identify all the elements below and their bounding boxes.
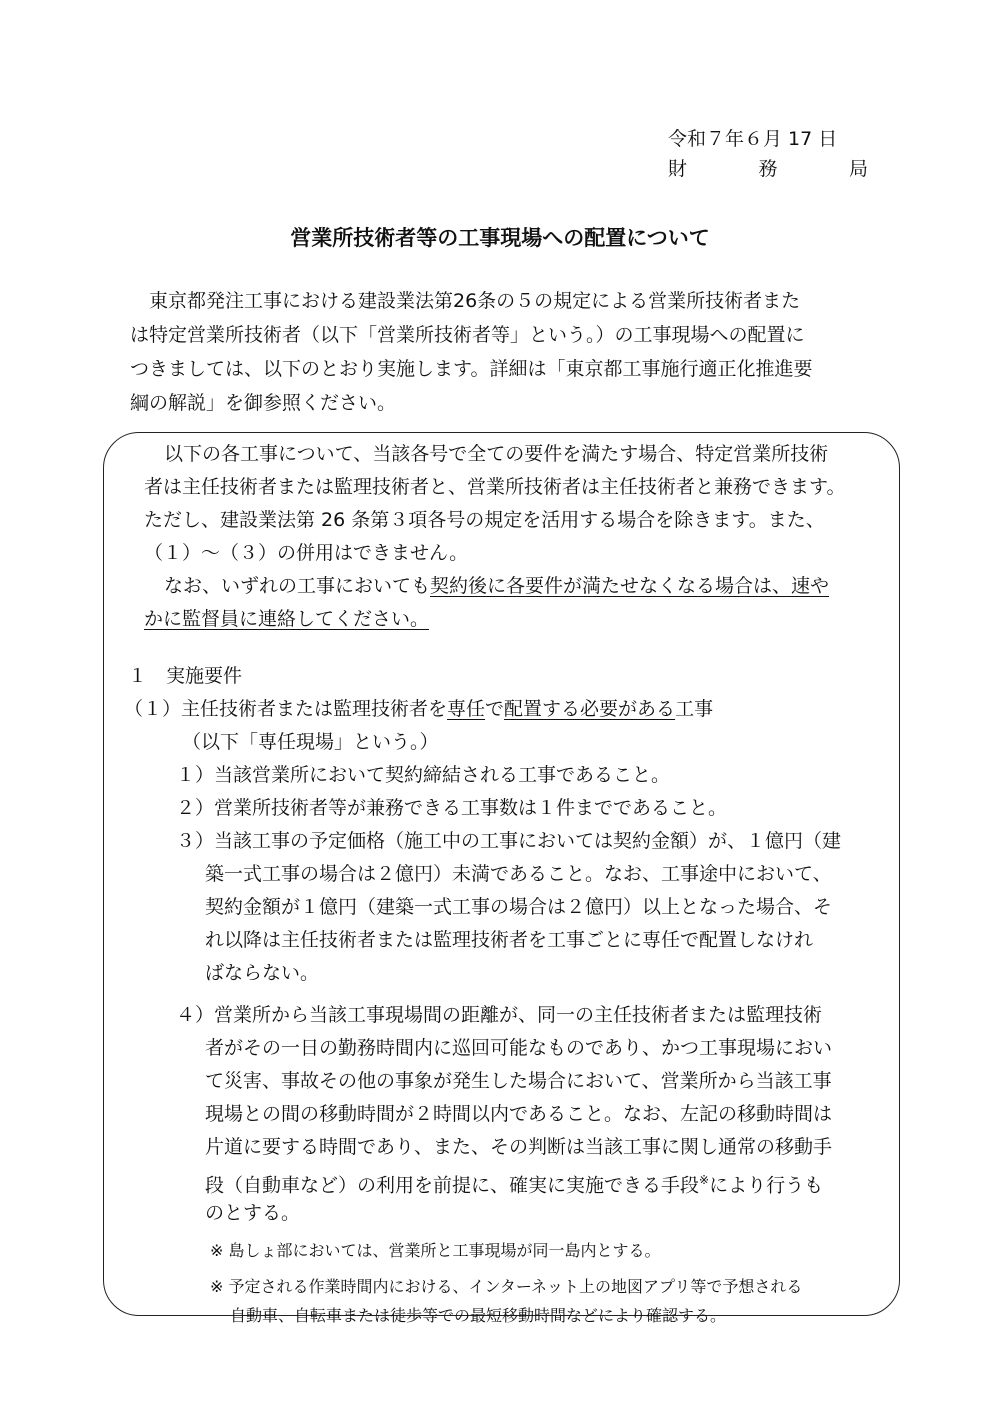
issuing-department [668, 154, 868, 181]
intro-line: は特定営業所技術者（以下「営業所技術者等」という。）の工事現場への配置に [130, 324, 805, 346]
requirement-item: ２）営業所技術者等が兼務できる工事数は１件までであること。 [176, 797, 728, 819]
requirement-item-line: ４）営業所から当該工事現場間の距離が、同一の主任技術者または監理技術 [176, 1004, 823, 1026]
subsection-note: （以下「専任現場」という。） [182, 731, 439, 753]
subsection-text: 工事 [675, 698, 714, 720]
item-text: により行うも [709, 1174, 824, 1197]
section-heading: １ 実施要件 [128, 665, 243, 687]
document-title: 営業所技術者等の工事現場への配置について [290, 226, 710, 250]
p2-line [144, 603, 429, 636]
requirement-item-line: ３）当該工事の予定価格（施工中の工事においては契約金額）が、１億円（建 [176, 830, 842, 852]
p1-line: ただし、建設業法第 26 条第３項各号の規定を活用する場合を除きます。また、 [144, 509, 825, 531]
requirement-item-line: 契約金額が１億円（建築一式工事の場合は２億円）以上となった場合、そ [205, 896, 833, 918]
p1-line: 以下の各工事について、当該各号で全ての要件を満たす場合、特定営業所技術 [164, 443, 829, 465]
intro-paragraph [130, 284, 812, 420]
requirement-item-line: 築一式工事の場合は２億円）未満であること。なお、工事途中において、 [205, 863, 832, 885]
dept-char: 財 [668, 158, 688, 180]
intro-line: 綱の解説」を御参照ください。 [130, 392, 397, 414]
subsection-text: で [485, 698, 505, 720]
requirement-item-line: 片道に要する時間であり、また、その判断は当該工事に関し通常の移動手 [205, 1136, 833, 1158]
requirement-item-line: 者がその一日の勤務時間内に巡回可能なものであり、かつ工事現場におい [205, 1037, 833, 1059]
subsection-text: （１）主任技術者または監理技術者を [124, 698, 448, 720]
intro-line: つきましては、以下のとおり実施します。詳細は「東京都工事施行適正化推進要 [130, 358, 813, 380]
p1-line: 者は主任技術者または監理技術者と、営業所技術者は主任技術者と兼務できます。 [144, 476, 846, 498]
item-text: 段（自動車など）の利用を前提に、確実に実施できる手段 [205, 1174, 700, 1197]
footnote: 自動車、自転車または徒歩等での最短移動時間などにより確認する。 [230, 1306, 727, 1325]
underlined-term: 専任 [447, 698, 486, 720]
p1-line: （１）～（３）の併用はできません。 [144, 542, 469, 564]
requirement-item-line: ばならない。 [205, 962, 320, 984]
footnote: ※ 島しょ部においては、営業所と工事現場が同一島内とする。 [210, 1241, 661, 1260]
requirement-item-line: 現場との間の移動時間が２時間以内であること。なお、左記の移動時間は [205, 1103, 833, 1125]
p2-underlined-text: かに監督員に連絡してください。 [144, 608, 430, 630]
dept-char: 務 [758, 158, 778, 180]
requirement-item-line: のとする。 [205, 1202, 301, 1224]
dept-char: 局 [848, 158, 868, 180]
underlined-term: 配置する必要がある [504, 698, 676, 720]
requirement-item-line: て災害、事故その他の事象が発生した場合において、営業所から当該工事 [205, 1070, 832, 1092]
subsection-heading [124, 693, 713, 726]
footnote-mark: ※ [699, 1173, 710, 1187]
p2-plain-text: なお、いずれの工事においても [164, 575, 431, 597]
p2-line [164, 570, 829, 603]
issue-date: 令和７年６月 17 日 [668, 128, 838, 150]
requirement-item: １）当該営業所において契約締結される工事であること。 [176, 764, 671, 786]
requirement-item-line: れ以降は主任技術者または監理技術者を工事ごとに専任で配置しなけれ [205, 929, 814, 951]
footnote: ※ 予定される作業時間内における、インターネット上の地図アプリ等で予想される [210, 1277, 803, 1296]
p2-underlined-text: 契約後に各要件が満たせなくなる場合は、速や [430, 575, 830, 597]
intro-line: 東京都発注工事における建設業法第26条の５の規定による営業所技術者また [149, 290, 801, 312]
